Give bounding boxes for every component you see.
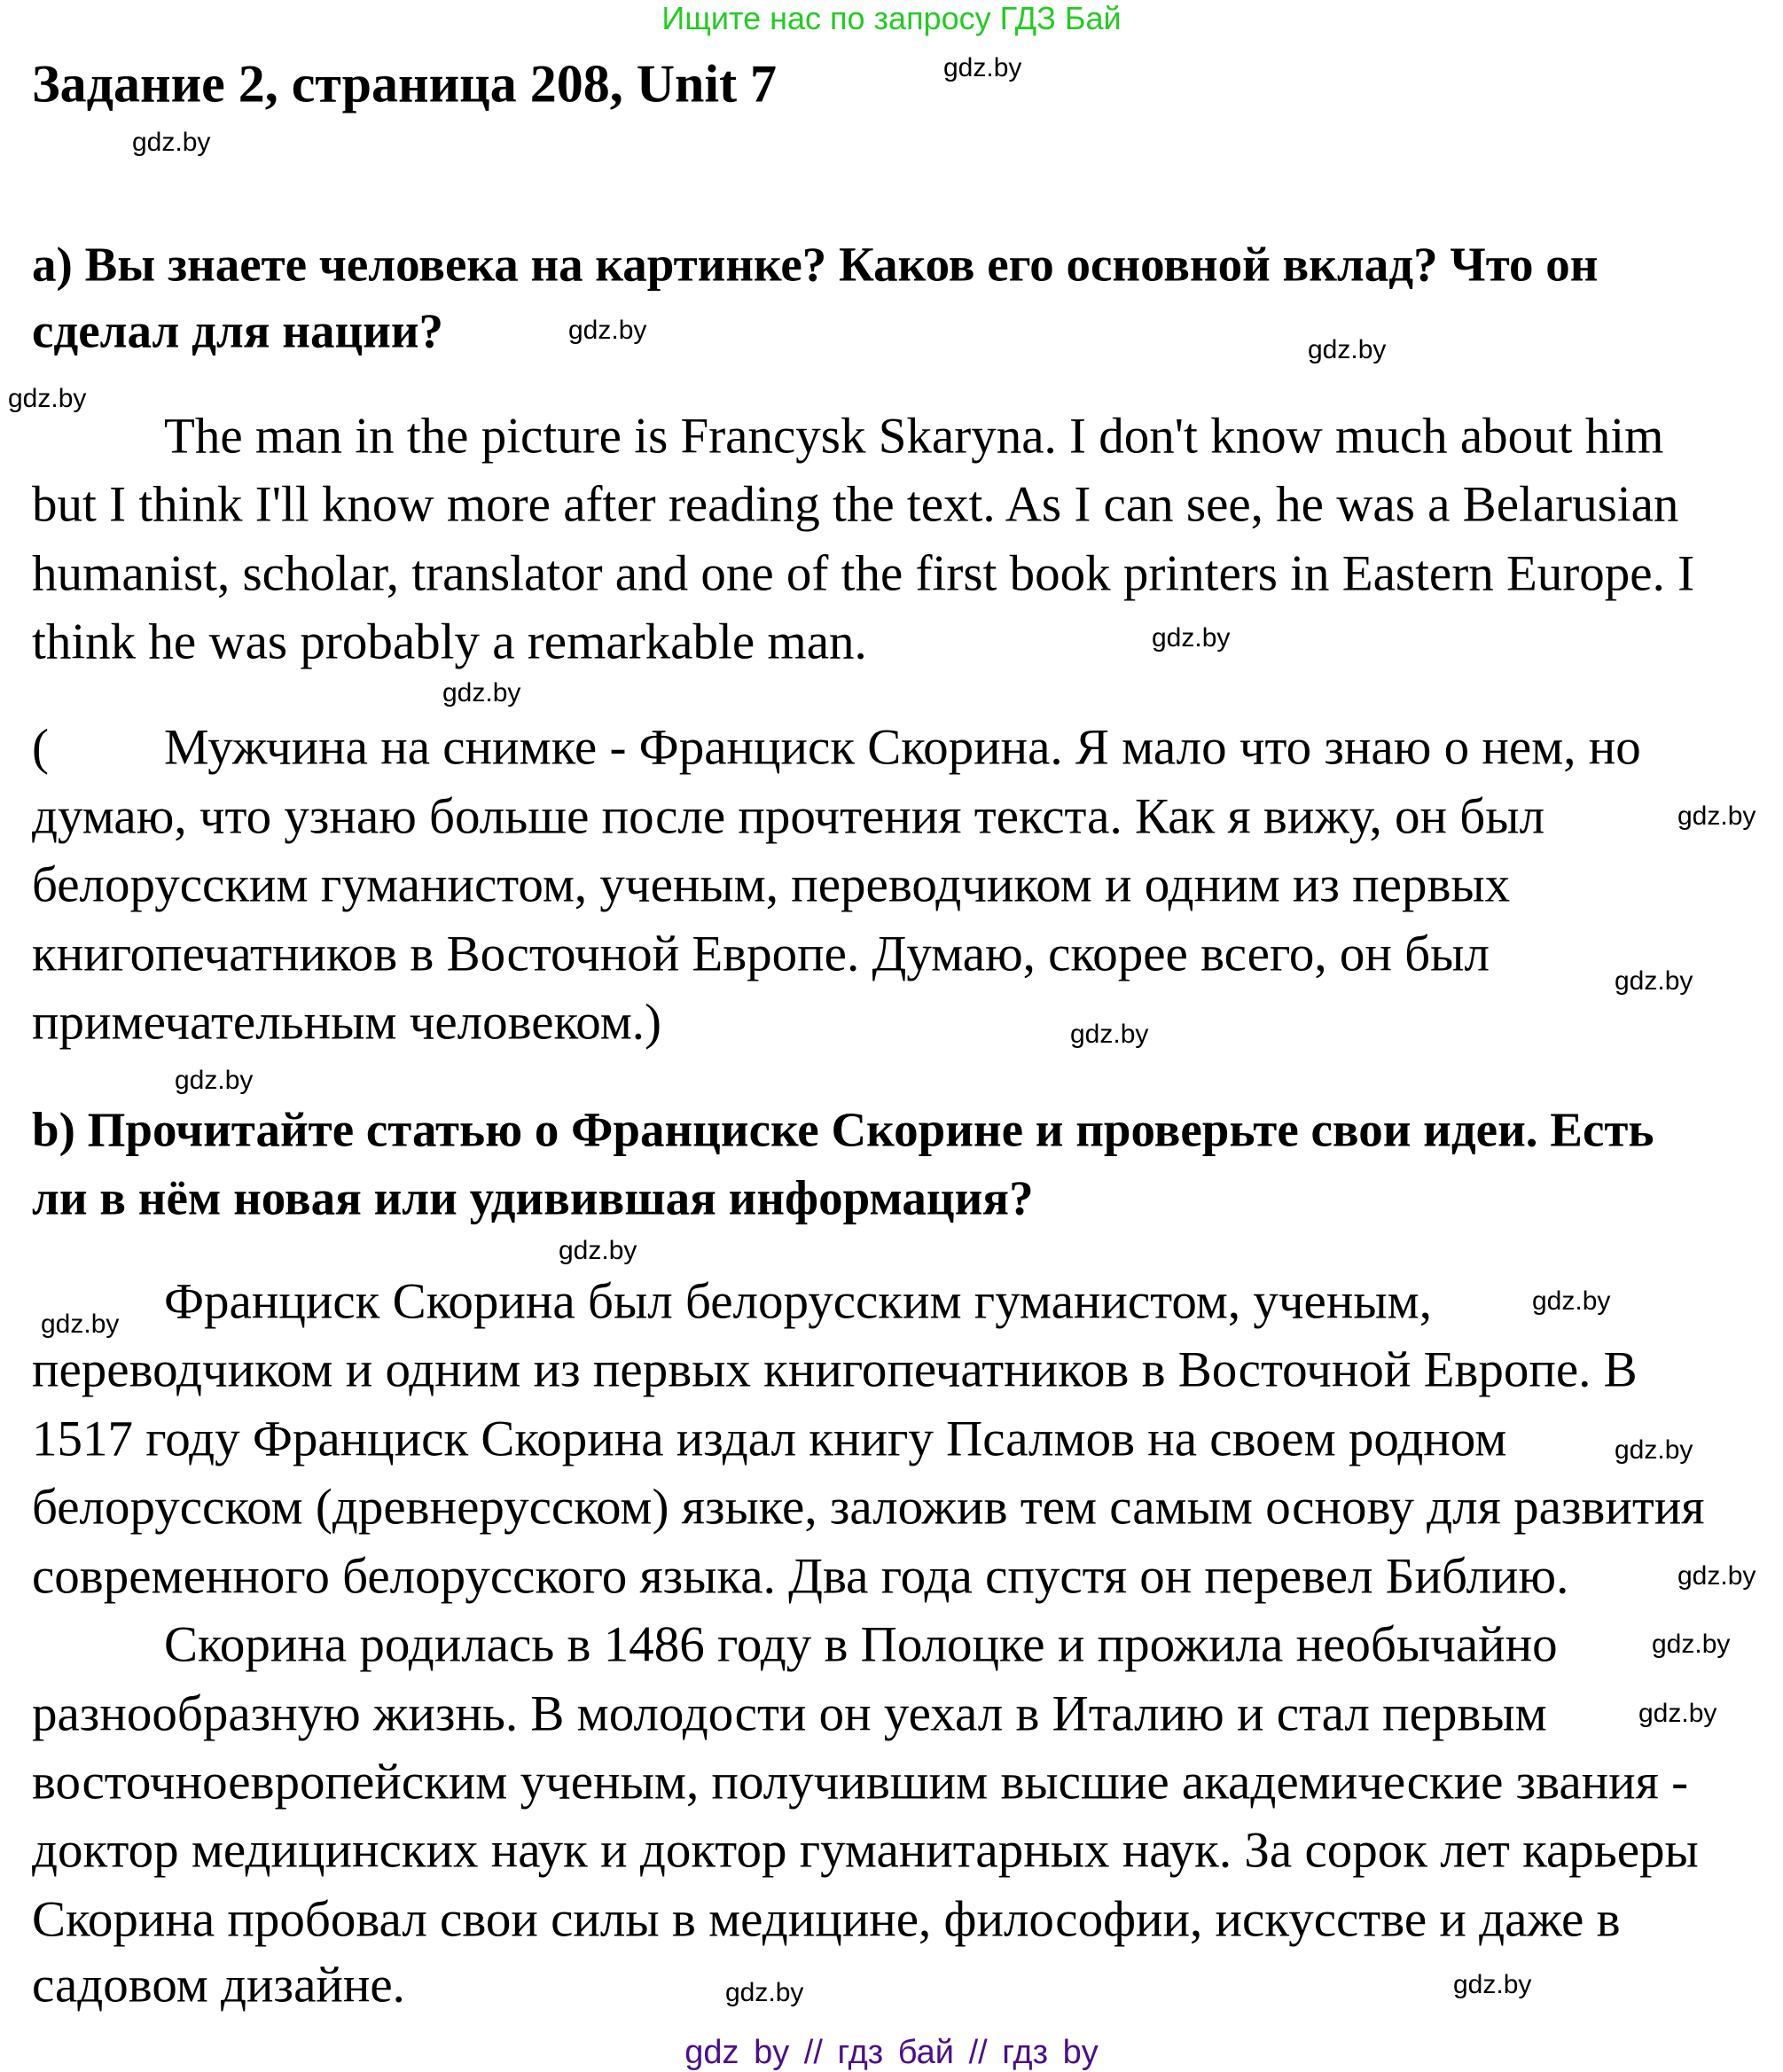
answer-b-line: современного белорусского языка. Два года спустя он перевел Библию. [32, 1548, 1569, 1605]
question-b-line: b) Прочитайте статью о Франциске Скорине и проверьте свои идеи. Есть [32, 1102, 1654, 1157]
watermark: gdz.by [132, 128, 211, 157]
question-a-line: a) Вы знаете человека на картинке? Каков его основной вклад? Что он [32, 237, 1599, 292]
watermark: gdz.by [559, 1236, 637, 1265]
watermark: gdz.by [1152, 623, 1231, 653]
answer-b-line: доктор медицинских наук и доктор гуманитарных наук. За сорок лет карьеры [32, 1822, 1699, 1879]
watermark: gdz.by [1615, 966, 1693, 996]
watermark: gdz.by [943, 53, 1022, 82]
answer-a-en-line: think he was probably a remarkable man. [32, 614, 867, 670]
answer-a-en-line: but I think I'll know more after reading the text. As I can see, he was a Belarusian [32, 476, 1679, 533]
answer-a-ru-line: Мужчина на снимке - Франциск Скорина. Я мало что знаю о нем, но [164, 719, 1641, 776]
answer-b-line: 1517 году Франциск Скорина издал книгу Псалмов на своем родном [32, 1411, 1507, 1467]
watermark: gdz.by [442, 678, 521, 708]
watermark: gdz.by [1677, 1561, 1756, 1591]
answer-b-line: восточноевропейским ученым, получившим высшие академические звания - [32, 1754, 1689, 1810]
question-b-line: ли в нём новая или удивившая информация? [32, 1170, 1034, 1225]
answer-a-ru-line: белорусским гуманистом, ученым, переводчиком и одним из первых [32, 856, 1511, 913]
watermark: gdz.by [1652, 1630, 1731, 1659]
footer-links[interactable]: gdz by // гдз бай // гдз by [684, 2034, 1099, 2071]
watermark: gdz.by [1532, 1286, 1611, 1316]
answer-b-line: переводчиком и одним из первых книгопечатников в Восточной Европе. В [32, 1341, 1638, 1398]
watermark: gdz.by [1638, 1699, 1717, 1728]
answer-b-line: Скорина пробовал свои силы в медицине, философии, искусстве и даже в [32, 1891, 1621, 1948]
answer-b-line: садовом дизайне. [32, 1957, 405, 2013]
watermark: gdz.by [568, 316, 647, 345]
answer-b-line: белорусском (древнерусском) языке, заложив тем самым основу для развития [32, 1479, 1705, 1536]
watermark: gdz.by [725, 1978, 804, 2007]
answer-a-en-line: humanist, scholar, translator and one of the first book printers in Eastern Europe. I [32, 545, 1695, 602]
answer-b-line: разнообразную жизнь. В молодости он уехал в Италию и стал первым [32, 1685, 1547, 1742]
answer-a-ru-line: книгопечатников в Восточной Европе. Думаю, скорее всего, он был [32, 926, 1490, 982]
answer-a-en-line: The man in the picture is Francysk Skaryna. I don't know much about him [164, 408, 1664, 465]
answer-a-ru-line: примечательным человеком.) [32, 994, 662, 1051]
page-title: Задание 2, страница 208, Unit 7 [32, 54, 778, 113]
watermark: gdz.by [41, 1310, 120, 1339]
answer-a-ru-line: думаю, что узнаю больше после прочтения текста. Как я вижу, он был [32, 788, 1545, 845]
watermark: gdz.by [1308, 335, 1387, 364]
watermark: gdz.by [8, 384, 87, 413]
answer-b-line: Франциск Скорина был белорусским гуманистом, ученым, [164, 1273, 1432, 1330]
watermark: gdz.by [1070, 1020, 1149, 1049]
watermark: gdz.by [1615, 1435, 1693, 1465]
open-paren: ( [32, 719, 49, 776]
watermark: gdz.by [175, 1066, 254, 1095]
search-banner: Ищите нас по запросу ГДЗ Бай [661, 0, 1122, 36]
answer-b-line: Скорина родилась в 1486 году в Полоцке и прожила необычайно [164, 1616, 1558, 1673]
watermark: gdz.by [1677, 801, 1756, 831]
watermark: gdz.by [1453, 1970, 1532, 1999]
question-a-line: сделал для нации? [32, 303, 444, 358]
